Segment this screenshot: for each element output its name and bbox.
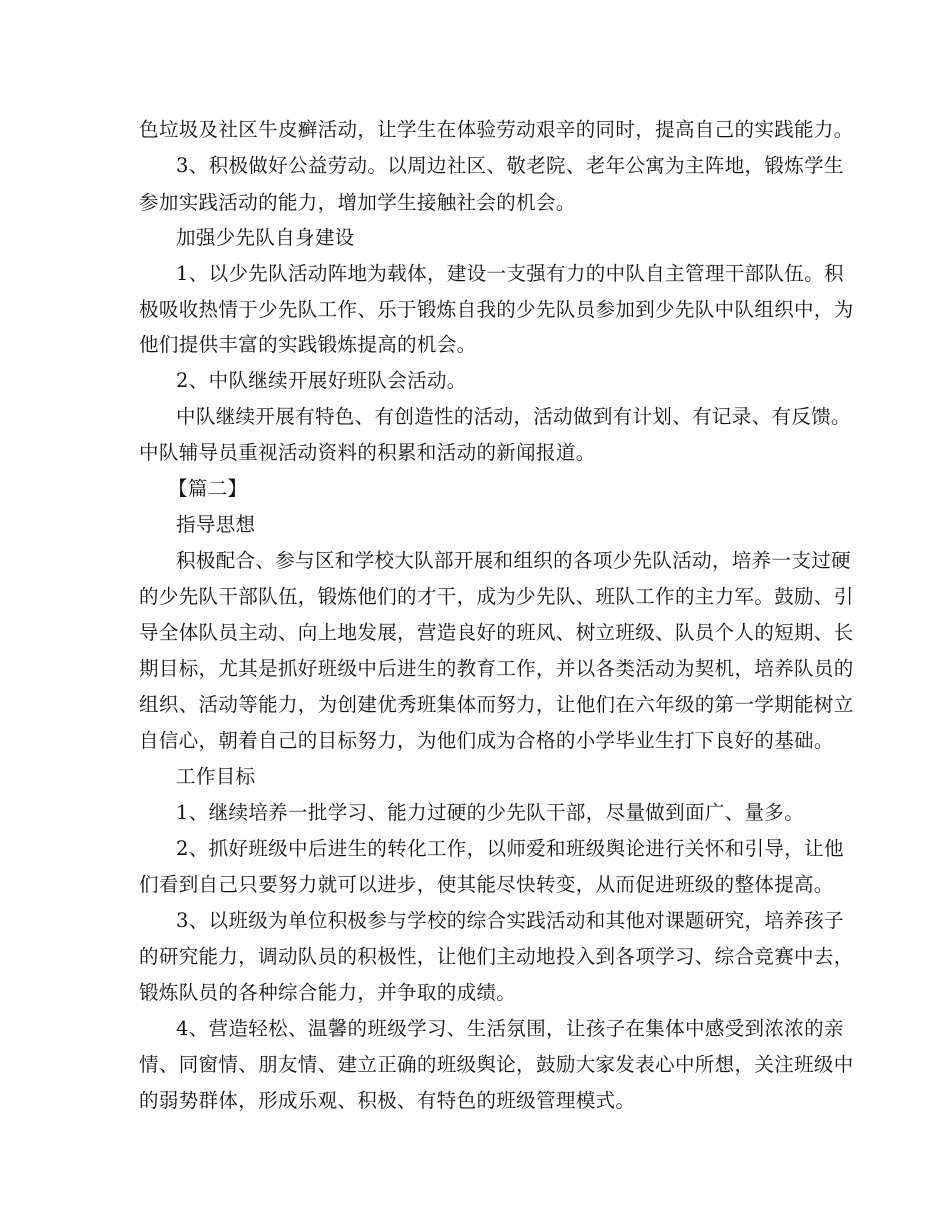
- text-line: 期目标，尤其是抓好班级中后进生的教育工作，并以各类活动为契机，培养队员的: [139, 657, 854, 680]
- text-line: 的少先队干部队伍，锻炼他们的才干，成为少先队、班队工作的主力军。鼓励、引: [139, 585, 854, 608]
- section-heading: 加强少先队自身建设: [176, 226, 355, 249]
- text-line: 中队继续开展有特色、有创造性的活动，活动做到有计划、有记录、有反馈。: [176, 405, 851, 428]
- text-line: 3、以班级为单位积极参与学校的综合实践活动和其他对课题研究，培养孩子: [176, 909, 844, 932]
- text-line: 他们提供丰富的实践锻炼提高的机会。: [139, 333, 477, 356]
- text-line: 色垃圾及社区牛皮癣活动，让学生在体验劳动艰辛的同时，提高自己的实践能力。: [139, 118, 854, 141]
- text-line: 锻炼队员的各种综合能力，并争取的成绩。: [139, 981, 517, 1004]
- text-line: 的弱势群体，形成乐观、积极、有特色的班级管理模式。: [139, 1089, 636, 1112]
- text-line: 情、同窗情、朋友情、建立正确的班级舆论，鼓励大家发表心中所想，关注班级中: [139, 1053, 854, 1076]
- text-line: 2、中队继续开展好班队会活动。: [176, 369, 467, 392]
- text-line: 的研究能力，调动队员的积极性，让他们主动地投入到各项学习、综合竞赛中去，: [139, 945, 854, 968]
- text-line: 组织、活动等能力，为创建优秀班集体而努力，让他们在六年级的第一学期能树立: [139, 693, 854, 716]
- section-heading: 指导思想: [176, 513, 256, 536]
- text-line: 参加实践活动的能力，增加学生接触社会的机会。: [139, 191, 576, 214]
- text-line: 积极配合、参与区和学校大队部开展和组织的各项少先队活动，培养一支过硬: [176, 549, 851, 572]
- text-line: 3、积极做好公益劳动。以周边社区、敬老院、老年公寓为主阵地，锻炼学生: [176, 154, 844, 177]
- text-line: 1、以少先队活动阵地为载体，建设一支强有力的中队自主管理干部队伍。积: [176, 262, 844, 285]
- text-line: 极吸收热情于少先队工作、乐于锻炼自我的少先队员参加到少先队中队组织中，为: [139, 298, 854, 321]
- text-line: 1、继续培养一批学习、能力过硬的少先队干部，尽量做到面广、量多。: [176, 801, 805, 824]
- text-line: 们看到自己只要努力就可以进步，使其能尽快转变，从而促进班级的整体提高。: [139, 873, 834, 896]
- text-line: 中队辅导员重视活动资料的积累和活动的新闻报道。: [139, 441, 596, 464]
- text-line: 4、营造轻松、温馨的班级学习、生活氛围，让孩子在集体中感受到浓浓的亲: [176, 1017, 844, 1040]
- text-line: 导全体队员主动、向上地发展，营造良好的班风、树立班级、队员个人的短期、长: [139, 621, 854, 644]
- section-heading: 工作目标: [176, 765, 256, 788]
- part-heading: 【篇二】: [168, 477, 248, 500]
- text-line: 2、抓好班级中后进生的转化工作，以师爱和班级舆论进行关怀和引导，让他: [176, 837, 844, 860]
- text-line: 自信心，朝着自己的目标努力，为他们成为合格的小学毕业生打下良好的基础。: [139, 729, 834, 752]
